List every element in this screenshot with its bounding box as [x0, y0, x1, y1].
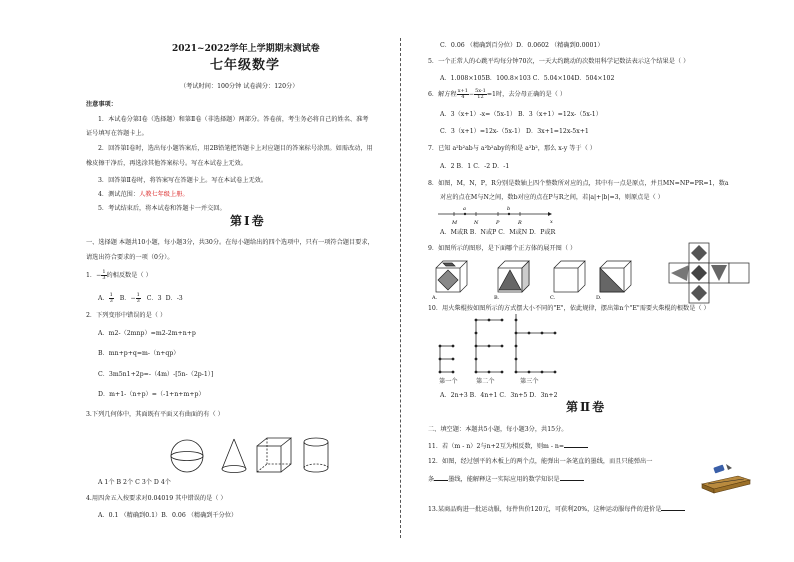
q1-choices: A． $\frac{1}{3}$ B．− $\frac{1}{3}$ C．3 D．-3 — [98, 292, 183, 304]
matchstick-e-1 — [439, 345, 455, 374]
cube-option-c — [554, 261, 585, 292]
cube-option-b — [498, 261, 529, 292]
point-b — [508, 213, 510, 215]
note-2a: 2．回答第Ⅰ卷时，选出每小题答案后，用2B铅笔把答题卡上对应题目的答案标号涂黑。如需改动，用 — [98, 145, 373, 152]
number-line-figure — [436, 205, 556, 227]
e-label-2: 第二个 — [476, 378, 495, 385]
label-M: M — [452, 220, 458, 226]
cube-option-a — [436, 261, 467, 292]
cube-option-d — [600, 261, 631, 292]
label-b: b — [507, 206, 511, 212]
q2-b: B．mn+p+q=m-（n+qp） — [98, 350, 180, 357]
section2-intro: 二、填空题：本题共5小题，每小题3分，共15分。 — [428, 426, 568, 433]
q11-answer-blank[interactable] — [564, 442, 588, 448]
q6-cd: C．3（x+1）=12x-（5x-1） D．3x+1=12x-5x+1 — [440, 128, 589, 135]
q10-stem: 10．用火柴棍按如图所示的方式摆大小不同的"E"，依此规律，摆出第n个"E"需要火柴棍的根数是（ ） — [428, 305, 710, 312]
q9-stem: 9．如图所示的图形，是下面哪个正方体的展开图（ ） — [428, 245, 577, 252]
matchstick-e-2 — [475, 319, 504, 374]
q7-choices: A．2 B．1 C．-2 D．-1 — [440, 163, 510, 170]
q12-answer-blank-1[interactable] — [434, 475, 448, 481]
q3-stem: 3.下列几何体中，其面既有平面又有曲面的有（ ） — [86, 411, 224, 418]
note-4: 4．测试范围：人教七年级上册。 — [98, 191, 189, 198]
q13-stem: 13.某商品购进一批运动服，每件售价120元，可获利20%，这种运动服每件的进价是 — [428, 505, 685, 513]
q4-stem: 4.用四舍五入按要求对0.04019 其中错误的是（ ） — [86, 495, 227, 502]
note-2b: 橡皮擦干净后，再选涂其他答案标号。写在本试卷上无效。 — [86, 160, 247, 167]
option-d-label: D. — [596, 295, 602, 300]
q2-d: D．m+1-（n+p）=（-1+n+m+p） — [98, 391, 205, 398]
sphere-shape — [171, 440, 203, 472]
note-5: 5．考试结束后，将本试卷和答题卡一并交回。 — [98, 205, 226, 212]
label-N: N — [474, 220, 479, 226]
q3-choices: A 1个 B 2个 C 3个 D 4个 — [98, 479, 171, 486]
q2-a: A．m2-（2mnp）=m2-2m+n+p — [98, 330, 196, 337]
q11-stem: 11．若（m - n）2与n+2互为相反数，则m - n= — [428, 442, 588, 450]
section1-title: 第Ⅰ卷 — [230, 214, 266, 228]
note-1a: 1．本试卷分第Ⅰ卷（选择题）和第Ⅱ卷（非选择题）两部分。答卷前，考生务必将自己的姓名、准考 — [98, 116, 369, 123]
q12-stem-a: 12．如图，经过刨平的木板上的两个点，能弹出一条笔直的墨线，而且只能弹出一 — [428, 458, 653, 465]
q3-solids-figure — [168, 436, 358, 476]
option-c-label: C. — [550, 295, 556, 300]
q1-stem: 1．− $\frac{1}{3}$ 的相反数是（ ） — [86, 269, 152, 281]
q1-fraction: $\frac{1}{3}$ — [102, 269, 106, 281]
label-P: P — [496, 220, 500, 226]
note-3: 3．回答第Ⅱ卷时，将答案写在答题卡上。写在本试卷上无效。 — [98, 177, 268, 184]
q8-stem-a: 8．如图，M，N，P，R分别是数轴上四个整数所对应的点，其中有一点是原点，并且MN=NP=PR=1，数a — [428, 180, 729, 187]
q5-choices: A．1.008×105B．100.8×103 C．5.04×104D．504×102 — [440, 75, 615, 82]
subject-title: 七年级数学 — [210, 58, 281, 73]
q6-ab: A．3（x+1）-x=（5x-1） B．3（x+1）=12x-（5x-1） — [440, 111, 602, 118]
exam-title: 2021~2022学年上学期期末测试卷 — [172, 44, 320, 54]
matchstick-e-3 — [515, 314, 557, 373]
label-a: a — [463, 206, 466, 212]
exam-info: （考试时间：100分钟 试卷满分：120分） — [180, 83, 299, 90]
test-scope: 人教七年级上册。 — [139, 191, 189, 198]
q5-stem: 5．一个正常人的心跳平均每分钟70次，一天大约跳动的次数用科学记数法表示这个结果是（ ） — [428, 58, 690, 65]
q10-choices: A．2n+3 B．4n+1 C．3n+5 D．3n+2 — [440, 392, 558, 399]
option-a-label: A. — [432, 295, 438, 300]
wooden-board-figure — [700, 462, 752, 494]
q4-cd: C．0.06 （精确到百分位）D．0.0602 （精确到0.0001） — [440, 42, 604, 49]
q12-stem-b: 条 墨线，能解释这一实际应用的数学知识是 — [428, 475, 584, 483]
section1-intro-b: 请选出符合要求的一项（0分）。 — [86, 254, 174, 261]
label-R: R — [518, 220, 522, 226]
q4-ab: A．0.1 （精确到0.1）B．0.06 （精确到千分位） — [98, 512, 238, 519]
e-label-1: 第一个 — [439, 378, 458, 385]
point-a — [464, 213, 466, 215]
section1-intro-a: 一、选择题 本题共10小题，每小题3分，共30分。在每小题给出的四个选项中，只有一项符合题目要求， — [86, 239, 374, 246]
q2-c: C．3m5n1+2p=-（4m）-[5n-（2p-1）] — [98, 371, 214, 378]
option-b-label: B. — [494, 295, 500, 300]
cube-net-figure — [668, 242, 750, 304]
q9-figure — [432, 256, 658, 300]
q6-stem: 6．解方程 $\frac{x+1}{4}$ − $\frac{5x-1}{12}$ =1时，去分母正确的是（ ） — [428, 88, 567, 100]
q7-stem: 7．已知 a²b²ab与 a²b²aby的和是 a²b²，那么 x-y 等于（ ） — [428, 145, 596, 152]
q12-answer-blank-2[interactable] — [560, 475, 584, 481]
q2-stem: 2．下列变形中错误的是（ ） — [86, 312, 167, 319]
matchstick-e-figure — [436, 314, 566, 376]
q13-answer-blank[interactable] — [661, 505, 685, 511]
q8-choices: A．M或R B．N或P C．M或N D．P或R — [440, 229, 556, 236]
column-divider — [400, 38, 401, 538]
q8-stem-b: 对应的点在M与N之间，数b对应的点在P与R之间，若|a|+|b|=3，则原点是（ ） — [440, 194, 664, 201]
cube-shape — [257, 438, 291, 472]
notes-title: 注意事项： — [86, 101, 117, 108]
e-label-3: 第三个 — [520, 378, 539, 385]
section2-title: 第Ⅱ卷 — [566, 400, 607, 414]
cone-shape — [222, 439, 246, 473]
label-x: x — [550, 219, 553, 225]
cylinder-shape — [304, 438, 328, 472]
note-1b: 证号填写在答题卡上。 — [86, 130, 148, 137]
